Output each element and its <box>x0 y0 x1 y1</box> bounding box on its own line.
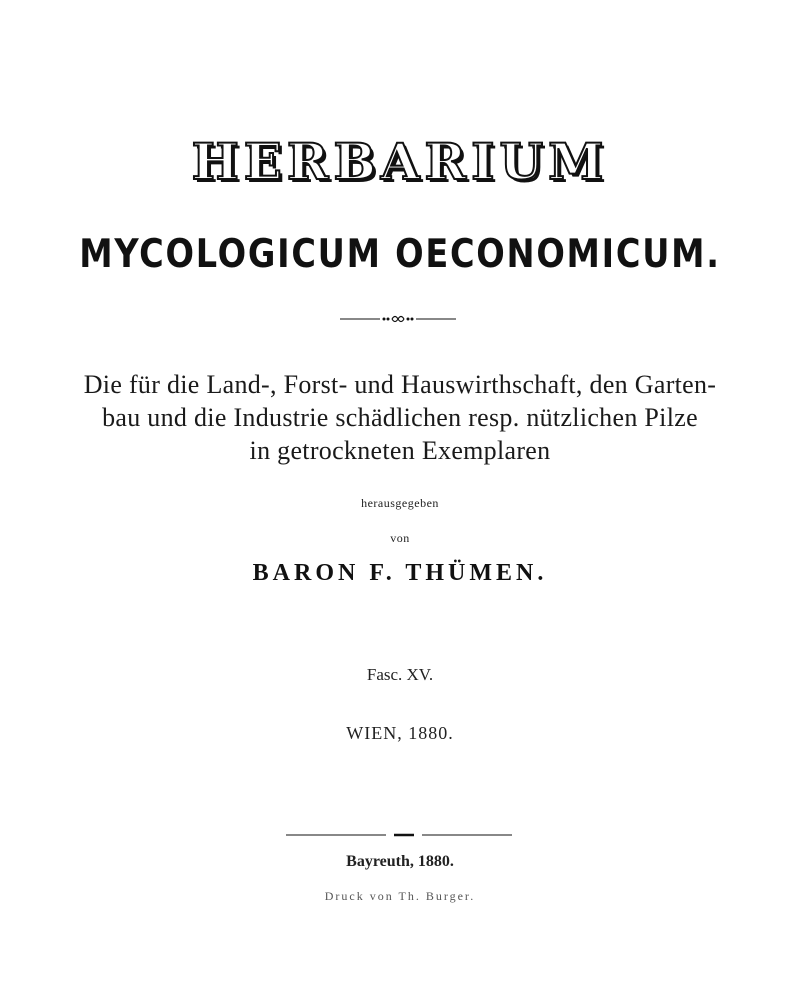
editor-von: von <box>390 531 410 545</box>
printer-credit: Druck von Th. Burger. <box>324 889 476 903</box>
subtitle: MYCOLOGICUM OECONOMICUM. <box>79 232 721 277</box>
editor-prefix: herausgegeben <box>361 496 439 510</box>
bottom-rule <box>286 832 512 838</box>
description-line-2: bau und die Industrie schädlichen resp. nützlichen Pilze <box>102 403 698 432</box>
fascicle-number: Fasc. XV. <box>366 665 434 684</box>
ornament-divider <box>340 312 456 326</box>
author-name: BARON F. THÜMEN. <box>252 560 548 586</box>
imprint-place-year: Bayreuth, 1880. <box>346 853 454 870</box>
description-line-1: Die für die Land-, Forst- und Hauswirthschaft, den Garten- <box>83 370 717 399</box>
description-line-3: in getrockneten Exemplaren <box>249 436 551 465</box>
publication-place-year: WIEN, 1880. <box>346 723 454 743</box>
main-title: HERBARIUM <box>191 132 609 191</box>
